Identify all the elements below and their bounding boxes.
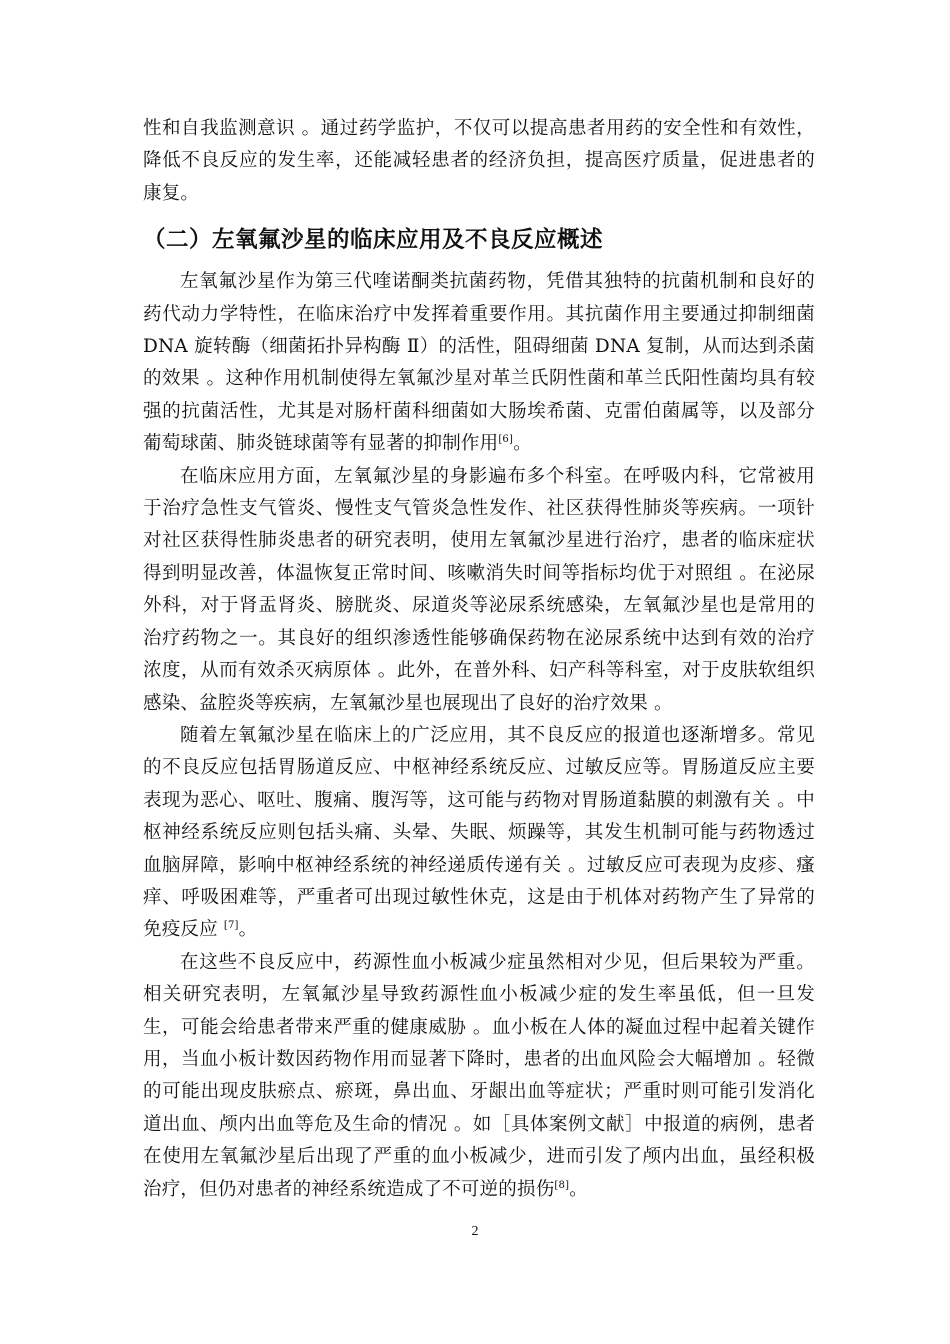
- paragraph-text: 在临床应用方面，左氧氟沙星的身影遍布多个科室。在呼吸内科，它常被用于治疗急性支气管炎、慢性支气管炎急性发作、社区获得性肺炎等疾病。一项针对社区获得性肺炎患者的研究表明，使用左氧氟沙星进行治疗，患者的临床症状得到明显改善，体温恢复正常时间、咳嗽消失时间等指标均优于对照组 。在泌尿外科，对于肾盂肾炎、膀胱炎、尿道炎等泌尿系统感染，左氧氟沙星也是常用的治疗药物之一。其良好的组织渗透性能够确保药物在泌尿系统中达到有效的治疗浓度，从而有效杀灭病原体 。此外，在普外科、妇产科等科室，对于皮肤软组织感染、盆腔炎等疾病，左氧氟沙星也展现出了良好的治疗效果 。: [143, 465, 815, 714]
- citation-ref: [6]: [498, 434, 514, 446]
- section-heading: （二）左氧氟沙星的临床应用及不良反应概述: [143, 227, 604, 254]
- paragraph-continuation: [143, 113, 815, 210]
- paragraph-text: 左氧氟沙星作为第三代喹诺酮类抗菌药物，凭借其独特的抗菌机制和良好的药代动力学特性，在临床治疗中发挥着重要作用。其抗菌作用主要通过抑制细菌 DNA 旋转酶（细菌拓扑异构酶 Ⅱ）的活性，阻碍细菌 DNA 复制，从而达到杀菌的效果 。这种作用机制使得左氧氟沙星对革兰氏阴性菌和革兰氏阳性菌均具有较强的抗菌活性，尤其是对肠杆菌科细菌如大肠埃希菌、克雷伯菌属等，以及部分葡萄球菌、肺炎链球菌等有显著的抑制作用: [143, 271, 815, 455]
- paragraph-text: 性和自我监测意识 。通过药学监护，不仅可以提高患者用药的安全性和有效性，降低不良反应的发生率，还能减轻患者的经济负担，提高医疗质量，促进患者的康复。: [143, 118, 815, 204]
- paragraph-text: 随着左氧氟沙星在临床上的广泛应用，其不良反应的报道也逐渐增多。常见的不良反应包括胃肠道反应、中枢神经系统反应、过敏反应等。胃肠道反应主要表现为恶心、呕吐、腹痛、腹泻等，这可能与药物对胃肠道黏膜的刺激有关 。中枢神经系统反应则包括头痛、头晕、失眠、烦躁等，其发生机制可能与药物透过血脑屏障，影响中枢神经系统的神经递质传递有关 。过敏反应可表现为皮疹、瘙痒、呼吸困难等，严重者可出现过敏性休克，这是由于机体对药物产生了异常的免疫反应: [143, 724, 815, 941]
- paragraph-tail: 。: [513, 433, 532, 455]
- paragraph-adverse-reactions: [143, 720, 815, 947]
- page-number: 2: [471, 1224, 479, 1239]
- paragraph-thrombocytopenia: [143, 947, 815, 1206]
- paragraph-clinical-use: [143, 461, 815, 720]
- paragraph-text: 在这些不良反应中，药源性血小板减少症虽然相对少见，但后果较为严重。相关研究表明，左氧氟沙星导致药源性血小板减少症的发生率虽低，但一旦发生，可能会给患者带来严重的健康威胁 。血小板在人体的凝血过程中起着关键作用，当血小板计数因药物作用而显著下降时，患者的出血风险会大幅增加 。轻微的可能出现皮肤瘀点、瘀斑，鼻出血、牙龈出血等症状；严重时则可能引发消化道出血、颅内出血等危及生命的情况 。如［具体案例文献］中报道的病例，患者在使用左氧氟沙星后出现了严重的血小板减少，进而引发了颅内出血，虽经积极治疗，但仍对患者的神经系统造成了不可逆的损伤: [143, 951, 815, 1200]
- citation-ref: [7]: [223, 920, 239, 932]
- citation-ref: [8]: [554, 1179, 570, 1191]
- paragraph-mechanism: [143, 266, 815, 460]
- document-body: [143, 113, 815, 1206]
- paragraph-tail: 。: [569, 1178, 588, 1200]
- paragraph-tail: 。: [238, 919, 258, 941]
